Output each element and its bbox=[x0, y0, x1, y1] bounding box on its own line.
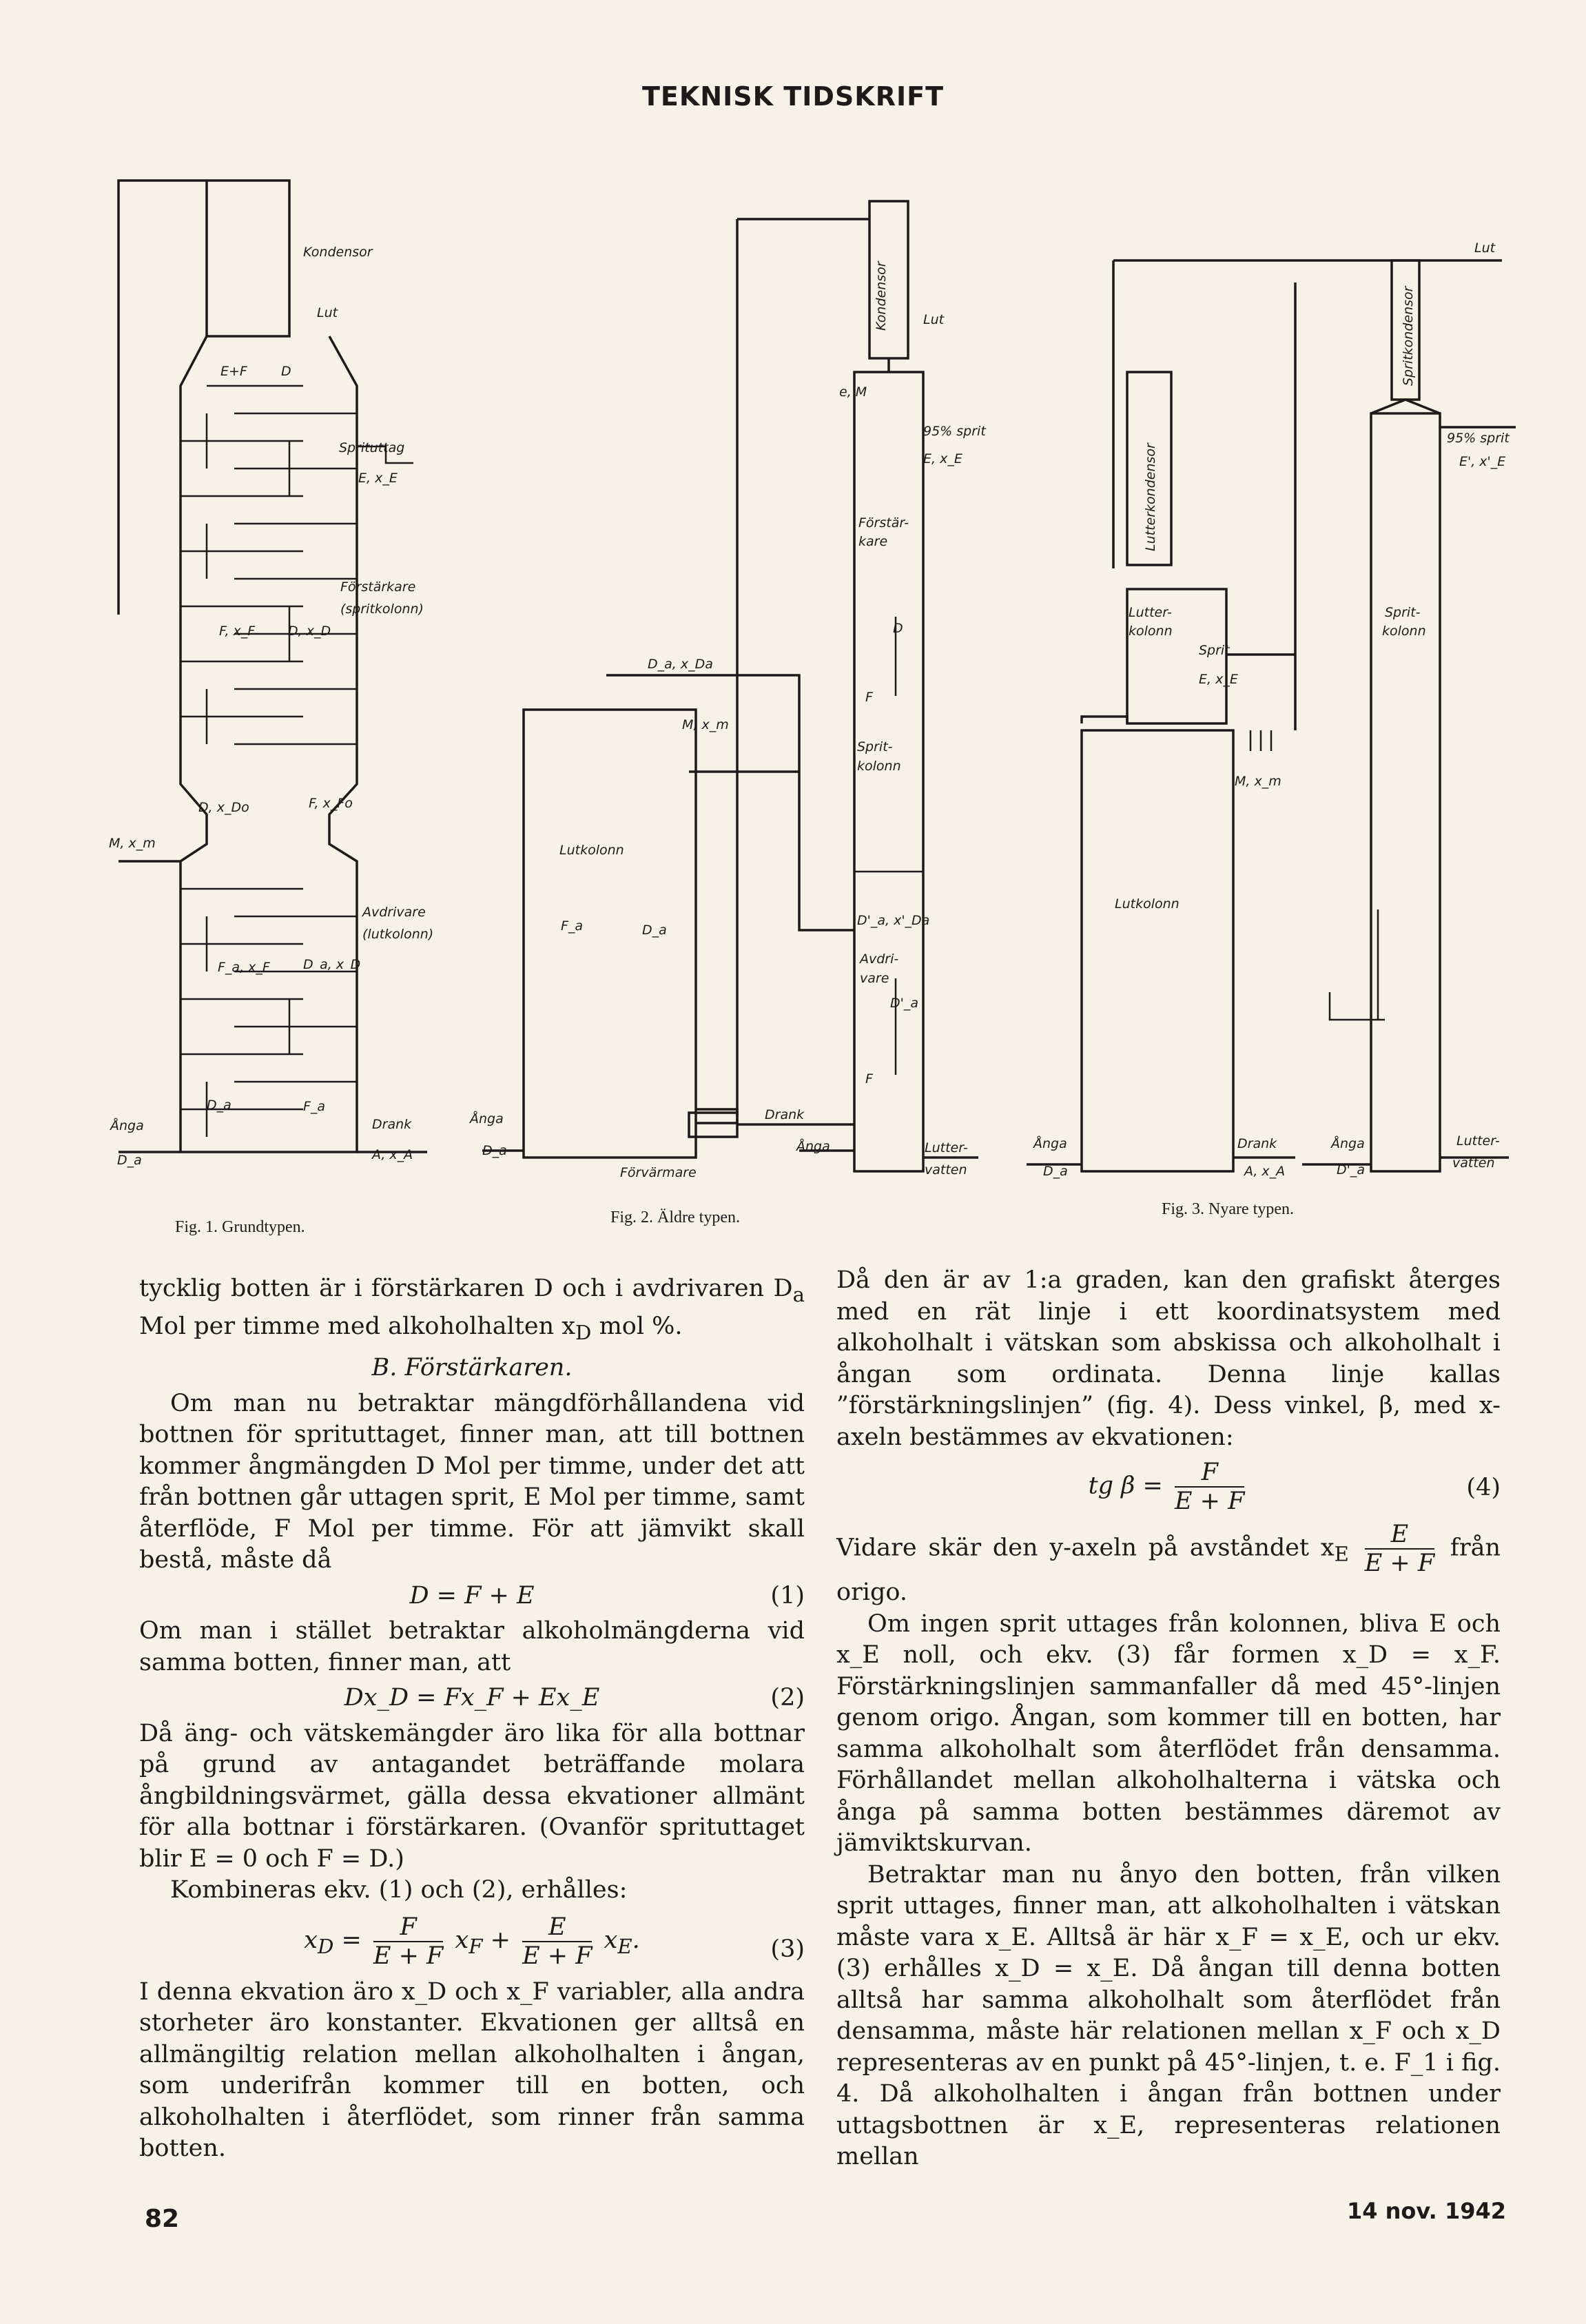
fig1-label: E+F bbox=[220, 364, 247, 379]
fig1-label: D_a bbox=[117, 1153, 142, 1168]
right-column bbox=[836, 1265, 1501, 2173]
equation-1: D = F + E (1) bbox=[409, 1581, 805, 1610]
fig2-label: e, M bbox=[839, 384, 867, 400]
fig2-label: Ånga bbox=[470, 1111, 504, 1127]
fig3-label: vatten bbox=[1452, 1155, 1495, 1171]
fig1-label: D_a bbox=[207, 1098, 231, 1113]
fig3-label: Sprit bbox=[1199, 643, 1230, 658]
equation-4: tg β = $\frac{F}{E + F}$ (4) bbox=[1088, 1459, 1501, 1515]
fig3-label: kolonn bbox=[1129, 624, 1173, 639]
fig2-label: vare bbox=[860, 971, 889, 986]
fig1-label: Förstärkare bbox=[340, 579, 416, 595]
fig2-label: Lutter- bbox=[925, 1140, 968, 1155]
fig3-label: A, x_A bbox=[1244, 1164, 1286, 1179]
fig1-label: Ånga bbox=[110, 1118, 144, 1133]
fig3-label: D'_a bbox=[1337, 1162, 1365, 1178]
fig3-label: Spritkondensor bbox=[1401, 286, 1416, 386]
fig3-label: M, x_m bbox=[1235, 774, 1281, 789]
fig1-label: (spritkolonn) bbox=[340, 601, 424, 617]
paragraph: Kombineras ekv. (1) och (2), erhålles: bbox=[170, 1876, 628, 1904]
fig3-label: Lutter- bbox=[1129, 605, 1172, 620]
fig1-caption: Fig. 1. Grundtypen. bbox=[175, 1218, 305, 1236]
fig3-label: 95% sprit bbox=[1447, 431, 1510, 446]
fig1-label: D bbox=[281, 364, 291, 379]
paragraph: tycklig botten är i förstärkaren D och i avdrivaren $D_a$ Mol per timme med alkoholhalten $x_D$ mol %. bbox=[139, 1275, 805, 1344]
fig1-label: D_a, x_D bbox=[303, 957, 361, 972]
fig2-label: E, x_E bbox=[923, 451, 962, 466]
equation-3: $x_D$ = $\frac{F}{E + F}$ $x_F$ + $\frac{E}{E + F}$ $x_E$. (3) bbox=[304, 1913, 805, 1970]
fig3-label: Lutterkondensor bbox=[1143, 443, 1158, 551]
fig1-label: F, x_F bbox=[219, 624, 256, 639]
paragraph: Om ingen sprit uttages från kolonnen, bliva E och x_E noll, och ekv. (3) får formen x_D = x_F. Förstärkningslinjen sammanfaller då med 45°-linjen genom origo. Ångan, som kommer till en botten, har samma alkoholhalt som återflödet från densamma. Förhållandet mellan alkoholhalterna i vätska och ånga på samma botten bestämmes däremot av jämviktskurvan. bbox=[836, 1610, 1501, 1857]
page-number: 82 bbox=[145, 2205, 180, 2233]
fig2-label: Ånga bbox=[796, 1139, 830, 1154]
fig2-label: Avdri- bbox=[860, 952, 899, 967]
fig3-label: Drank bbox=[1237, 1136, 1277, 1151]
fig1-label: M, x_m bbox=[109, 836, 156, 851]
fig3-label: Lutkolonn bbox=[1115, 896, 1180, 912]
fig2-label: Förstär- bbox=[858, 515, 909, 531]
fig3-label: E', x'_E bbox=[1459, 454, 1506, 469]
fig2-label: kare bbox=[858, 534, 888, 549]
fig3-diagram bbox=[1027, 240, 1516, 1218]
fig2-diagram bbox=[468, 201, 987, 1226]
fig1-label: F_a bbox=[303, 1099, 326, 1114]
fig1-label: Kondensor bbox=[303, 245, 373, 260]
fig2-label: F bbox=[865, 690, 873, 705]
fig3-label: E, x_E bbox=[1199, 672, 1238, 687]
fig2-label: Sprit- bbox=[857, 739, 893, 754]
fig2-label: D'_a, x'_Da bbox=[857, 913, 930, 928]
fig1-label: Avdrivare bbox=[362, 905, 426, 920]
section-heading: B. Förstärkaren. bbox=[371, 1354, 573, 1381]
fig2-label: M, x_m bbox=[682, 717, 729, 732]
fig3-label: Lut bbox=[1474, 240, 1496, 256]
fig2-label: Kondensor bbox=[874, 261, 889, 331]
paragraph: Om man i stället betraktar alkoholmängderna vid samma botten, finner man, att bbox=[139, 1617, 805, 1676]
fig2-label: F_a bbox=[561, 918, 584, 934]
fig2-label: F bbox=[865, 1071, 873, 1087]
fig2-label: D_a, x_Da bbox=[648, 657, 713, 672]
masthead: TEKNISK TIDSKRIFT bbox=[641, 81, 944, 112]
paragraph: I denna ekvation äro x_D och x_F variabler, alla andra storheter äro konstanter. Ekvationen ger alltså en allmängiltig relation mellan alkoholhalten i ångan, som underifrån kommer till en botten, och alkoholhalten i återflödet, som rinner från samma botten. bbox=[139, 1977, 805, 2162]
fig1-label: D, x_Do bbox=[198, 800, 249, 815]
fig2-label: Drank bbox=[765, 1107, 805, 1122]
issue-date: 14 nov. 1942 bbox=[1346, 2198, 1506, 2224]
fig1-label: Sprituttag bbox=[339, 440, 405, 455]
paragraph: Om man nu betraktar mängdförhållandena vid bottnen för sprituttaget, finner man, att till bottnen kommer ångmängden D Mol per timme, under det att från bottnen går uttagen sprit, E Mol per timme, samt återflöde, F Mol per timme. För att jämvikt skall bestå, måste då bbox=[139, 1389, 805, 1574]
fig2-label: kolonn bbox=[857, 759, 901, 774]
fig2-label: Lutkolonn bbox=[559, 843, 624, 858]
fig1-label: F_a, x_F bbox=[218, 960, 270, 975]
fig3-label: D_a bbox=[1043, 1164, 1068, 1179]
left-column bbox=[139, 1273, 805, 2165]
fig3-caption: Fig. 3. Nyare typen. bbox=[1162, 1200, 1294, 1218]
fig1-label: D, x_D bbox=[288, 624, 331, 639]
fig2-label: 95% sprit bbox=[923, 424, 986, 439]
equation-2: Dx_D = Fx_F + Ex_E (2) bbox=[344, 1684, 805, 1711]
fig1-diagram bbox=[109, 181, 433, 1236]
fig1-label: A, x_A bbox=[372, 1147, 413, 1162]
paragraph: Då äng- och vätskemängder äro lika för alla bottnar på grund av antagandet beträffande molara ångbildningsvärmet, gälla dessa ekvationer allmänt för alla bottnar i förstärkaren. (Ovanför sprituttaget blir E = 0 och F = D.) bbox=[139, 1719, 805, 1873]
fig3-label: Ånga bbox=[1331, 1136, 1365, 1151]
fig2-label: D'_a bbox=[890, 996, 918, 1011]
fig2-label: Förvärmare bbox=[620, 1165, 697, 1180]
fig2-label: D_a bbox=[642, 923, 667, 938]
fig2-caption: Fig. 2. Äldre typen. bbox=[610, 1209, 740, 1226]
fig2-label: D_a bbox=[482, 1143, 507, 1158]
fig1-label: F, x_Fo bbox=[309, 796, 353, 811]
fig1-label: E, x_E bbox=[358, 471, 398, 486]
fig1-label: (lutkolonn) bbox=[362, 927, 434, 942]
fig3-label: Ånga bbox=[1033, 1136, 1067, 1151]
paragraph: Vidare skär den y-axeln på avståndet $x_E$ $\frac{E}{E + F}$ från origo. bbox=[836, 1521, 1501, 1606]
fig2-label: D bbox=[893, 621, 903, 636]
fig2-label: Lut bbox=[923, 312, 945, 327]
paragraph: Då den är av 1:a graden, kan den grafiskt återges med en rät linje i ett koordinatsystem med alkoholhalt i vätskan som abskissa och alkoholhalt i ångan som ordinata. Denna linje kallas ”förstärkningslinjen” (fig. 4). Dess vinkel, β, med x-axeln bestämmes av ekvationen: bbox=[836, 1266, 1501, 1451]
fig3-label: Sprit- bbox=[1385, 605, 1421, 620]
fig2-label: vatten bbox=[925, 1162, 967, 1178]
paragraph: Betraktar man nu ånyo den botten, från vilken sprit uttages, finner man, att alkoholhalten i vätskan måste vara x_E. Alltså är här x_F = x_E, och ur ekv. (3) erhålles x_D = x_E. Då ångan till denna botten alltså har samma alkoholhalt som återflödet från densamma, måste här relationen mellan x_F och x_D representeras av en punkt på 45°-linjen, t. e. F_1 i fig. 4. Då alkoholhalten i ångan från bottnen under uttagsbottnen är x_E, representeras relationen mellan bbox=[836, 1860, 1501, 2170]
fig1-label: Drank bbox=[372, 1117, 412, 1132]
fig3-label: Lutter- bbox=[1456, 1133, 1500, 1149]
fig3-label: kolonn bbox=[1382, 624, 1426, 639]
fig1-label: Lut bbox=[317, 305, 338, 320]
